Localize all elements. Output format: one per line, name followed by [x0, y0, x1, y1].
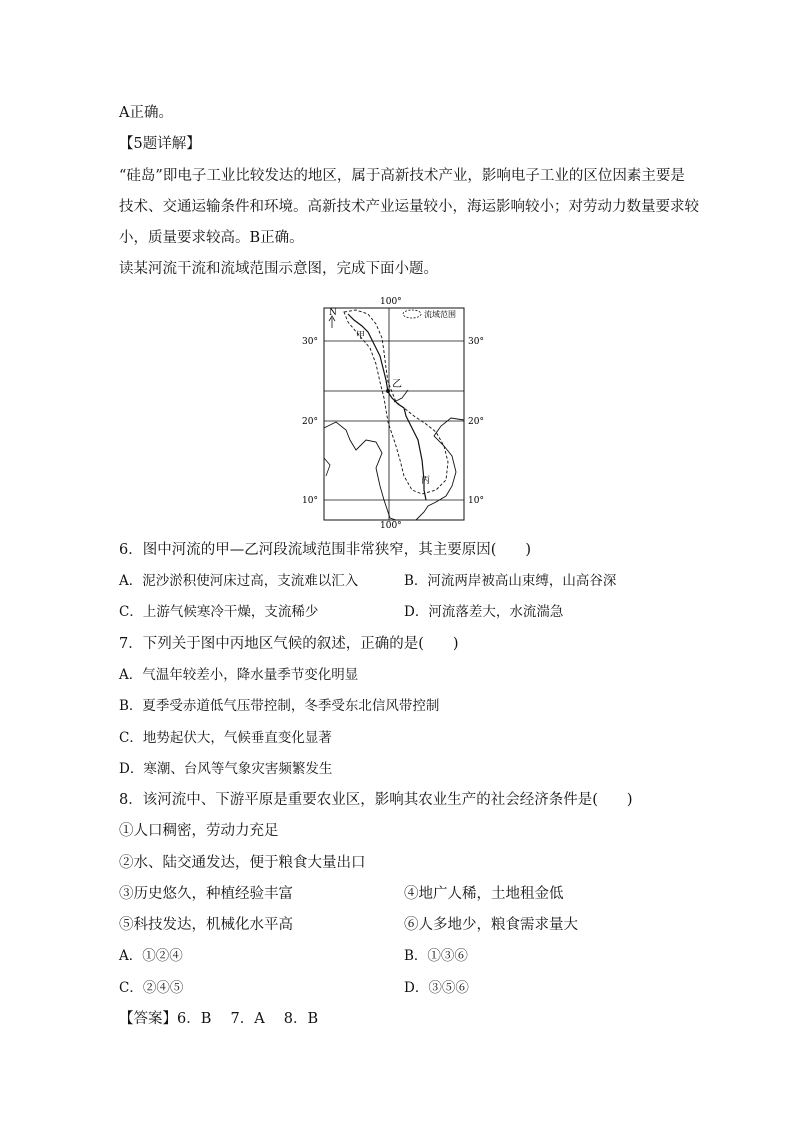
q5-header: 【5题详解】	[119, 136, 201, 152]
river-tributary	[394, 390, 408, 402]
lat-10-right-label: 10°	[468, 496, 484, 506]
lat-20-left-label: 20°	[302, 417, 318, 427]
q6-stem: 6．图中河流的甲—乙河段流域范围非常狭窄，其主要原因( )	[119, 542, 532, 558]
q5-explanation-line-1: “硅岛”即电子工业比较发达的地区，属于高新技术产业，影响电子工业的区位因素主要是	[119, 168, 685, 184]
map-intro: 读某河流干流和流域范围示意图，完成下面小题。	[119, 261, 438, 277]
answer-line: 【答案】6．B 7．A 8．B	[119, 1011, 319, 1027]
lat-30-right-label: 30°	[468, 337, 484, 347]
q8-item-3: ③历史悠久，种植经验丰富	[119, 886, 293, 902]
q7-option-b: B．夏季受赤道低气压带控制，冬季受东北信风带控制	[119, 698, 440, 714]
map-frame	[324, 308, 464, 520]
q5-explanation-line-2: 技术、交通运输条件和环境。高新技术产业运量较小，海运影响较小；对劳动力数量要求较	[119, 199, 699, 215]
q8-option-b: B．①③⑥	[404, 948, 468, 964]
label-yi: 乙	[392, 379, 402, 390]
q6-option-c: C．上游气候寒冷干燥，支流稀少	[119, 604, 319, 620]
point-yi	[386, 389, 390, 393]
q8-option-c: C．②④⑤	[119, 980, 184, 996]
q8-stem: 8．该河流中、下游平原是重要农业区，影响其农业生产的社会经济条件是( )	[119, 792, 633, 808]
label-bing: 丙	[421, 476, 431, 486]
lon-top-label: 100°	[380, 297, 402, 307]
q7-option-a: A．气温年较差小，降水量季节变化明显	[119, 667, 359, 683]
q6-option-a: A．泥沙淤积使河床过高，支流难以汇入	[119, 573, 359, 589]
q7-option-c: C．地势起伏大，气候垂直变化显著	[119, 730, 332, 746]
legend-dashed-icon	[403, 310, 421, 318]
legend-label: 流域范围	[424, 310, 456, 319]
q7-stem: 7．下列关于图中丙地区气候的叙述，正确的是( )	[119, 636, 459, 652]
q8-item-6: ⑥人多地少，粮食需求量大	[404, 917, 578, 933]
q7-option-d: D．寒潮、台风等气象灾害频繁发生	[119, 761, 333, 777]
lon-bottom-label: 100°	[380, 521, 402, 530]
q8-item-5: ⑤科技发达，机械化水平高	[119, 917, 293, 933]
lat-10-left-label: 10°	[302, 496, 318, 506]
lat-20-right-label: 20°	[468, 417, 484, 427]
q8-item-2: ②水、陆交通发达，便于粮食大量出口	[119, 855, 366, 871]
q8-item-4: ④地广人稀，土地租金低	[404, 886, 564, 902]
north-label: N	[329, 308, 337, 318]
q6-option-b: B．河流两岸被高山束缚，山高谷深	[404, 573, 617, 589]
prev-answer-line: A正确。	[119, 105, 173, 121]
q8-option-a: A．①②④	[119, 948, 183, 964]
q8-item-1: ①人口稠密，劳动力充足	[119, 823, 279, 839]
river-basin-map	[296, 290, 496, 530]
lat-30-left-label: 30°	[302, 337, 318, 347]
q6-option-d: D．河流落差大，水流湍急	[404, 604, 564, 620]
river-main	[348, 314, 426, 500]
q5-explanation-line-3: 小，质量要求较高。B正确。	[119, 230, 304, 246]
q8-option-d: D．③⑤⑥	[404, 980, 469, 996]
coastline-west	[324, 422, 396, 520]
label-jia: 甲	[356, 331, 366, 341]
coastline-bay	[324, 458, 330, 476]
